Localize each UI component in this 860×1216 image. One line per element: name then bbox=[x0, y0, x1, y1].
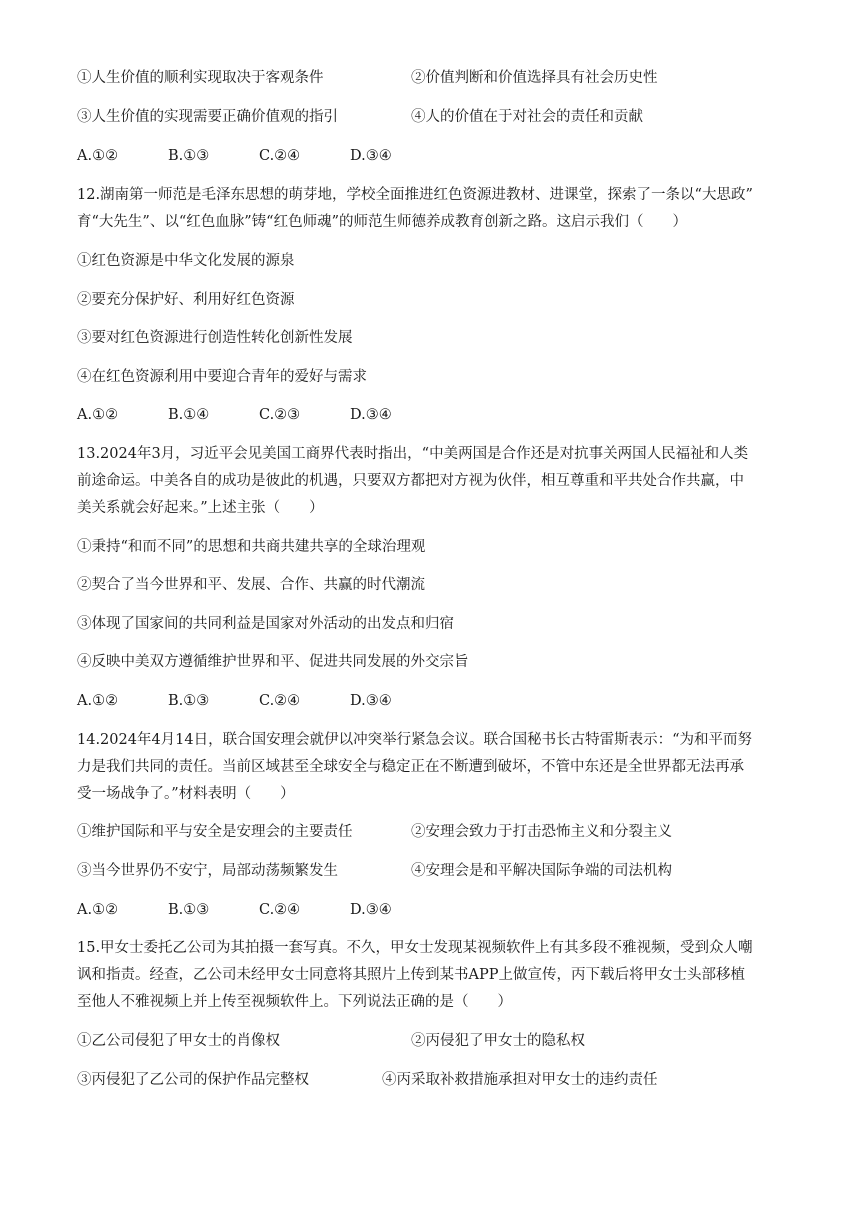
q12-option-2: ②要充分保护好、利用好红色资源 bbox=[77, 292, 295, 308]
q11-answer-d: D.③④ bbox=[350, 148, 392, 164]
q15-stem-line-3: 至他人不雅视频上并上传至视频软件上。下列说法正确的是（ ） bbox=[77, 994, 512, 1010]
q14-stem-line-3: 受一场战争了。”材料表明（ ） bbox=[77, 786, 295, 802]
q14-option-3: ③当今世界仍不安宁，局部动荡频繁发生 bbox=[77, 863, 338, 879]
q14-answer-b: B.①③ bbox=[168, 902, 210, 918]
q11-answer-a: A.①② bbox=[77, 148, 119, 164]
q13-option-3: ③体现了国家间的共同利益是国家对外活动的出发点和归宿 bbox=[77, 616, 454, 632]
q11-option-4: ④人的价值在于对社会的责任和贡献 bbox=[411, 109, 643, 125]
q11-option-2: ②价值判断和价值选择具有社会历史性 bbox=[411, 70, 658, 86]
q14-option-1: ①维护国际和平与安全是安理会的主要责任 bbox=[77, 824, 353, 840]
q13-stem-line-3: 美关系就会好起来。”上述主张（ ） bbox=[77, 500, 324, 516]
q13-option-4: ④反映中美双方遵循维护世界和平、促进共同发展的外交宗旨 bbox=[77, 654, 469, 670]
q15-stem-line-1: 15.甲女士委托乙公司为其拍摄一套写真。不久，甲女士发现某视频软件上有其多段不雅视频，受到众人嘲 bbox=[77, 940, 753, 956]
q12-option-1: ①红色资源是中华文化发展的源泉 bbox=[77, 253, 295, 269]
q14-answer-c: C.②④ bbox=[259, 902, 301, 918]
q11-option-1: ①人生价值的顺利实现取决于客观条件 bbox=[77, 70, 324, 86]
q11-answer-c: C.②④ bbox=[259, 148, 301, 164]
q15-option-4: ④丙采取补救措施承担对甲女士的违约责任 bbox=[382, 1072, 658, 1088]
q12-option-4: ④在红色资源利用中要迎合青年的爱好与需求 bbox=[77, 369, 367, 385]
q12-stem-line-1: 12.湖南第一师范是毛泽东思想的萌芽地，学校全面推进红色资源进教材、进课堂，探索了一条以“大思政” bbox=[77, 187, 753, 203]
q15-option-1: ①乙公司侵犯了甲女士的肖像权 bbox=[77, 1033, 280, 1049]
q11-answer-b: B.①③ bbox=[168, 148, 210, 164]
q13-answer-d: D.③④ bbox=[350, 693, 392, 709]
q13-stem-line-1: 13.2024年3月，习近平会见美国工商界代表时指出，“中美两国是合作还是对抗事关两国人民福祉和人类 bbox=[77, 446, 749, 462]
q15-stem-line-2: 讽和指责。经查，乙公司未经甲女士同意将其照片上传到某书APP上做宣传，丙下载后将甲女士头部移植 bbox=[77, 967, 745, 983]
q15-option-3: ③丙侵犯了乙公司的保护作品完整权 bbox=[77, 1072, 309, 1088]
q11-option-3: ③人生价值的实现需要正确价值观的指引 bbox=[77, 109, 338, 125]
q14-stem-line-2: 力是我们共同的责任。当前区域甚至全球安全与稳定正在不断遭到破坏，不管中东还是全世界都无法再承 bbox=[77, 759, 744, 775]
q15-option-2: ②丙侵犯了甲女士的隐私权 bbox=[411, 1033, 585, 1049]
q12-answer-c: C.②③ bbox=[259, 407, 301, 423]
q13-option-2: ②契合了当今世界和平、发展、合作、共赢的时代潮流 bbox=[77, 577, 425, 593]
q12-answer-b: B.①④ bbox=[168, 407, 210, 423]
q13-answer-b: B.①③ bbox=[168, 693, 210, 709]
q13-answer-c: C.②④ bbox=[259, 693, 301, 709]
q12-stem-line-2: 育“大先生”、以“红色血脉”铸“红色师魂”的师范生师德养成教育创新之路。这启示我们（ ） bbox=[77, 214, 687, 230]
q13-option-1: ①秉持“和而不同”的思想和共商共建共享的全球治理观 bbox=[77, 539, 426, 555]
q14-answer-a: A.①② bbox=[77, 902, 119, 918]
q13-stem-line-2: 前途命运。中美各自的成功是彼此的机遇，只要双方都把对方视为伙伴，相互尊重和平共处合作共赢，中 bbox=[77, 473, 744, 489]
q14-option-4: ④安理会是和平解决国际争端的司法机构 bbox=[411, 863, 672, 879]
q14-stem-line-1: 14.2024年4月14日，联合国安理会就伊以冲突举行紧急会议。联合国秘书长古特雷斯表示：“为和平而努 bbox=[77, 732, 753, 748]
q12-answer-d: D.③④ bbox=[350, 407, 392, 423]
q12-option-3: ③要对红色资源进行创造性转化创新性发展 bbox=[77, 330, 353, 346]
q14-option-2: ②安理会致力于打击恐怖主义和分裂主义 bbox=[411, 824, 672, 840]
q13-answer-a: A.①② bbox=[77, 693, 119, 709]
q12-answer-a: A.①② bbox=[77, 407, 119, 423]
q14-answer-d: D.③④ bbox=[350, 902, 392, 918]
